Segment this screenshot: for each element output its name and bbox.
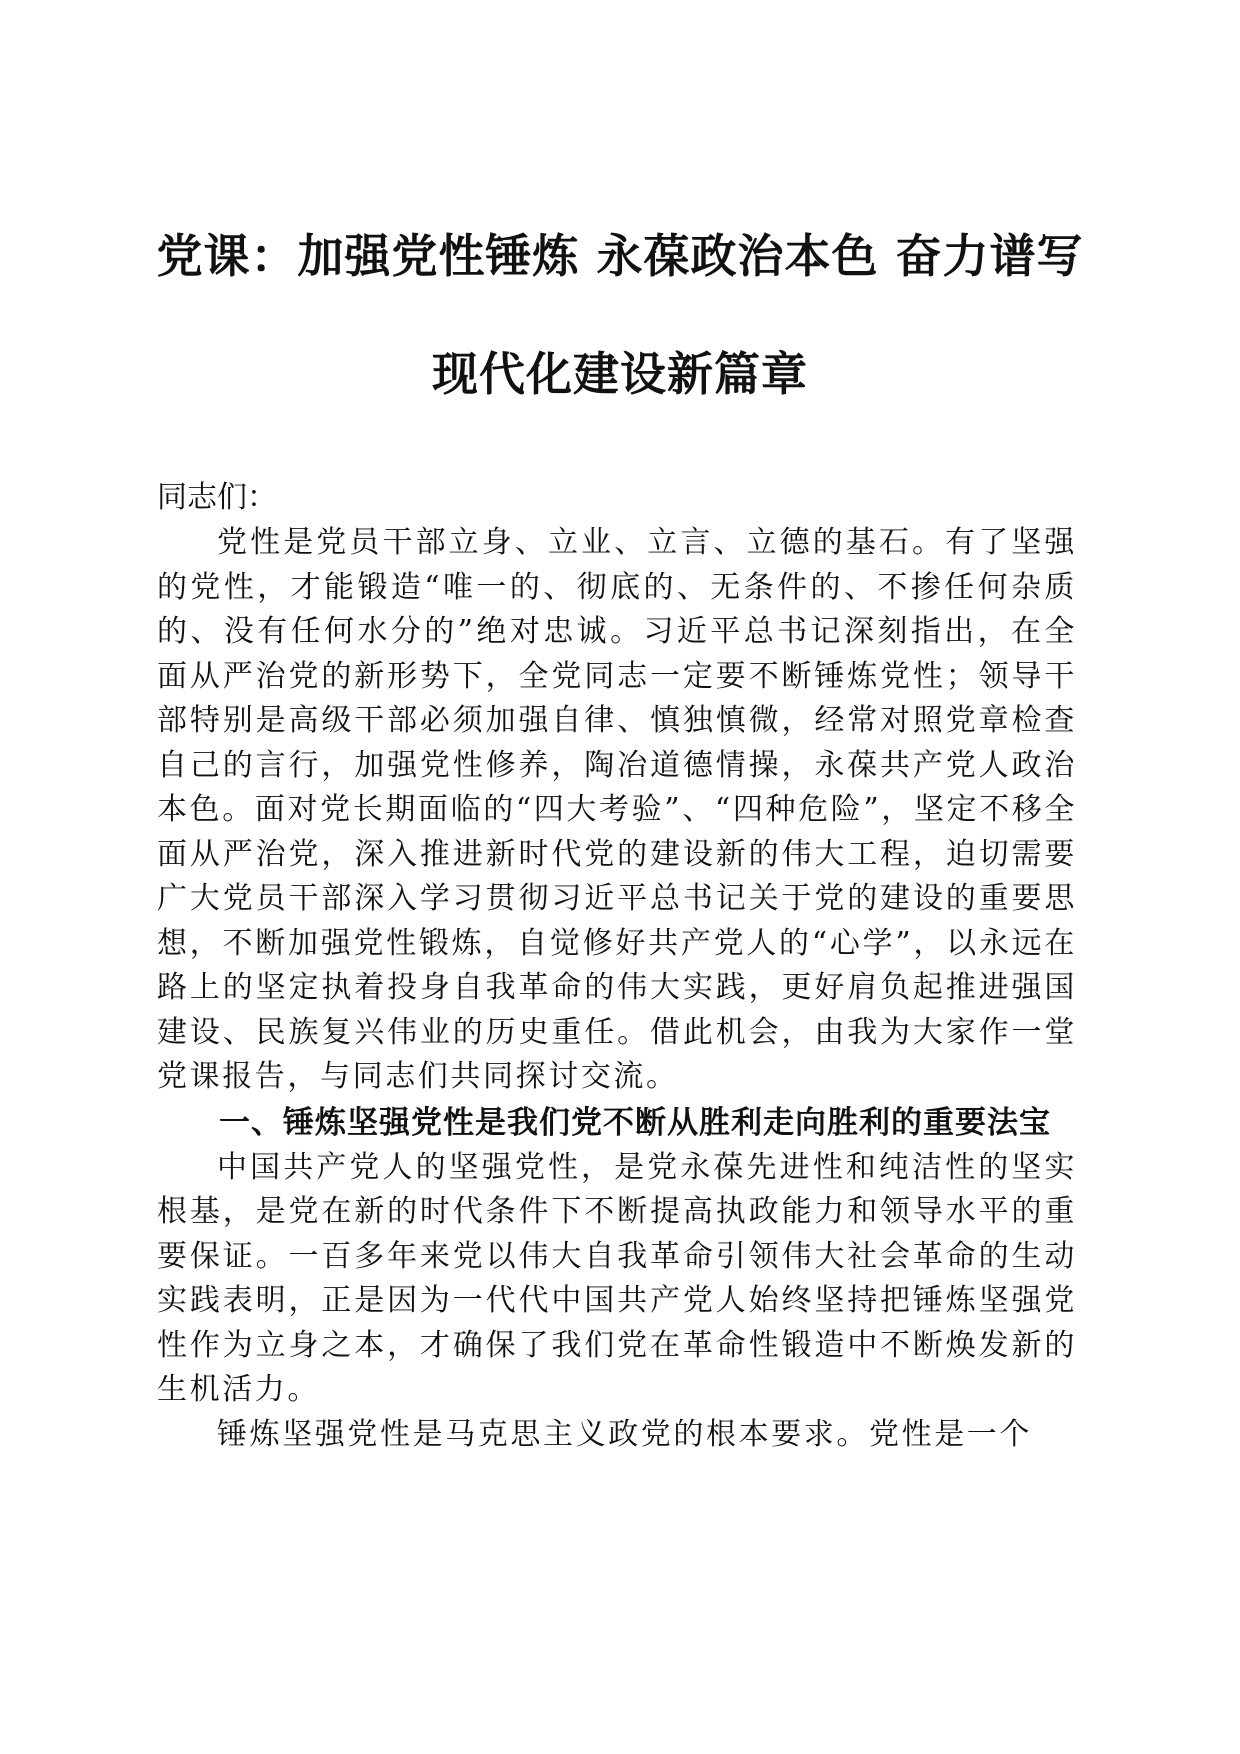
intro-paragraph: 党性是党员干部立身、立业、立言、立德的基石。有了坚强的党性，才能锻造“唯一的、彻底的、无条件的、不掺任何杂质的、没有任何水分的”绝对忠诚。习近平总书记深刻指出，在全面从严治党的新形势下，全党同志一定要不断锤炼党性；领导干部特别是高级干部必须加强自律、慎独慎微，经常对照党章检查自己的言行，加强党性修养，陶冶道德情操，永葆共产党人政治本色。面对党长期面临的“四大考验”、“四种危险”，坚定不移全面从严治党，深入推进新时代党的建设新的伟大工程，迫切需要广大党员干部深入学习贯彻习近平总书记关于党的建设的重要思想，不断加强党性锻炼，自觉修好共产党人的“心学”，以永远在路上的坚定执着投身自我革命的伟大实践，更好肩负起推进强国建设、民族复兴伟业的历史重任。借此机会，由我为大家作一堂党课报告，与同志们共同探讨交流。 [157, 525, 1077, 1094]
section-heading-1: 一、锤炼坚强党性是我们党不断从胜利走向胜利的重要法宝 [219, 1104, 1051, 1141]
document-title-line-1: 党课：加强党性锤炼 永葆政治本色 奋力谱写 [156, 229, 1084, 283]
document-body [157, 474, 1077, 1457]
salutation: 同志们： [157, 480, 277, 515]
section-1-paragraph-2: 锤炼坚强党性是马克思主义政党的根本要求。党性是一个 [217, 1416, 1032, 1452]
section-1-paragraph-1: 中国共产党人的坚强党性，是党永葆先进性和纯洁性的坚实根基，是党在新的时代条件下不断提高执政能力和领导水平的重要保证。一百多年来党以伟大自我革命引领伟大社会革命的生动实践表明，正是因为一代代中国共产党人始终坚持把锤炼坚强党性作为立身之本，才确保了我们党在革命性锻造中不断焕发新的生机活力。 [157, 1149, 1077, 1407]
document-title-line-2: 现代化建设新篇章 [432, 347, 808, 401]
